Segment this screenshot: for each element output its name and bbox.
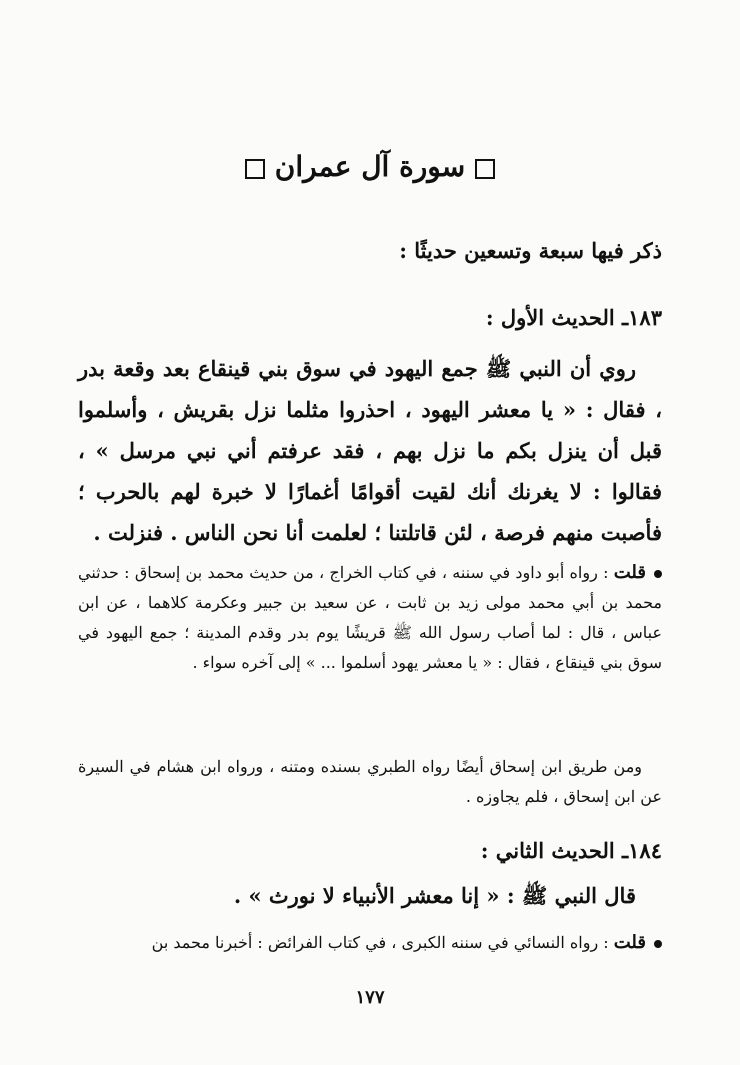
hadith-2-heading: ١٨٤ـ الحديث الثاني : (480, 838, 662, 863)
hadith-1-heading: ١٨٣ـ الحديث الأول : (485, 305, 662, 330)
commentary-label: قلت (613, 562, 646, 583)
commentary-label: قلت (613, 932, 646, 953)
hadith-2-text: قال النبي ﷺ : « إنا معشر الأنبياء لا نورث » . (233, 883, 636, 908)
bullet-icon (654, 570, 662, 578)
hadith-1-commentary (78, 558, 662, 678)
square-ornament-icon (245, 159, 265, 179)
intro-line: ذكر فيها سبعة وتسعين حديثًا : (399, 238, 662, 263)
commentary-text: : رواه النسائي في سننه الكبرى ، في كتاب الفرائض : أخبرنا محمد بن (151, 933, 609, 952)
surah-title-text: سورة آل عمران (274, 150, 466, 183)
hadith-2-commentary (78, 928, 662, 958)
bullet-icon (654, 940, 662, 948)
surah-title (0, 150, 740, 183)
square-ornament-icon (475, 159, 495, 179)
page-number: ١٧٧ (355, 987, 385, 1008)
hadith-1-text: روي أن النبي ﷺ جمع اليهود في سوق بني قينقاع بعد وقعة بدر ، فقال : « يا معشر اليهود ، احذروا مثلما نزل بقريش ، وأسلموا قبل أن ينزل بكم ما نزل بهم ، فقد عرفتم أني نبي مرسل » ، فقالوا : لا يغرنك أنك لقيت أقوامًا أغمارًا لا خبرة لهم بالحرب ؛ فأصبت منهم فرصة ، لئن قاتلتنا ؛ لعلمت أنا نحن الناس . فنزلت . (78, 356, 662, 545)
hadith-1-commentary-2: ومن طريق ابن إسحاق أيضًا رواه الطبري بسنده ومتنه ، ورواه ابن هشام في السيرة عن ابن إسحاق ، فلم يجاوزه . (78, 757, 662, 806)
commentary-text: : رواه أبو داود في سننه ، في كتاب الخراج ، من حديث محمد بن إسحاق : حدثني محمد بن أبي محمد مولى زيد بن ثابت ، عن سعيد بن جبير وعكرمة كلاهما ، عن ابن عباس ، قال : لما أصاب رسول الله ﷺ قريشًا يوم بدر وقدم المدينة ؛ جمع اليهود في سوق بني قينقاع ، فقال : « يا معشر يهود أسلموا ... » إلى آخره سواء . (78, 563, 662, 672)
